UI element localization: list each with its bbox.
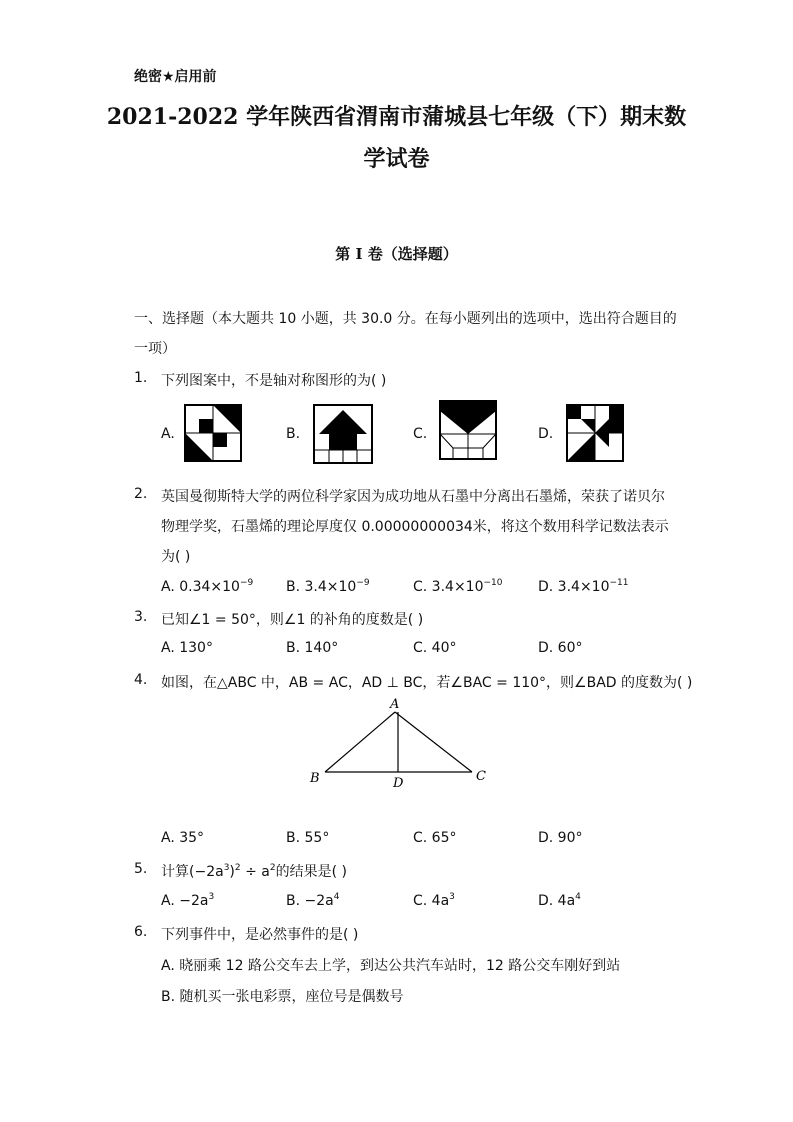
vertex-a-label: A (390, 697, 400, 712)
option-a: A. $-2a^3$ (161, 892, 215, 909)
question-number: 3. (134, 609, 148, 625)
vertex-c-label: C (476, 769, 486, 784)
option-a: A. $0.34\times 10^{-9}$ (161, 578, 254, 595)
option-b: B. 55° (286, 830, 330, 846)
option-d: D. $3.4\times 10^{-11}$ (538, 578, 629, 595)
option-label-d: D. (538, 426, 554, 442)
confidential-label: 绝密★启用前 (134, 69, 217, 85)
section-instructions-line2: 一项） (134, 341, 176, 357)
pattern-b-figure (313, 404, 373, 464)
volume-heading: 第 I 卷（选择题） (335, 245, 458, 263)
question-text-line2: 物理学奖，石墨烯的理论厚度仅 0.00000000034米，将这个数用科学记数法表示 (161, 519, 669, 535)
option-b: B. $-2a^4$ (286, 892, 340, 909)
page-title-line2: 学试卷 (363, 146, 430, 172)
option-label-c: C. (413, 426, 428, 442)
option-b: B. $3.4\times 10^{-9}$ (286, 578, 370, 595)
pattern-a-figure (184, 404, 242, 462)
option-c: C. $4a^3$ (413, 892, 455, 909)
option-c: C. 65° (413, 830, 457, 846)
question-text: 下列图案中，不是轴对称图形的为( ) (161, 373, 387, 389)
option-c: C. 40° (413, 640, 457, 656)
question-number: 5. (134, 861, 148, 877)
pattern-c-figure (439, 400, 497, 460)
option-b: B. 140° (286, 640, 339, 656)
triangle-figure (300, 694, 500, 794)
vertex-d-label: D (393, 776, 404, 791)
question-text-line1: 英国曼彻斯特大学的两位科学家因为成功地从石墨中分离出石墨烯，荣获了诺贝尔 (161, 489, 665, 505)
option-label-a: A. (161, 426, 175, 442)
option-a: A. 130° (161, 640, 213, 656)
option-c: C. $3.4\times 10^{-10}$ (413, 578, 503, 595)
question-text: 下列事件中，是必然事件的是( ) (161, 927, 359, 943)
vertex-b-label: B (310, 771, 320, 786)
question-number: 6. (134, 924, 148, 940)
option-b: B. 随机买一张电彩票，座位号是偶数号 (161, 989, 404, 1005)
option-d: D. 60° (538, 640, 583, 656)
question-text-line3: 为( ) (161, 549, 191, 565)
page-title-line1: 2021-2022 学年陕西省渭南市蒲城县七年级（下）期末数 (106, 104, 687, 130)
question-number: 1. (134, 370, 148, 386)
pattern-d-figure (566, 404, 624, 462)
question-number: 2. (134, 486, 148, 502)
question-text: 已知∠1 = 50°，则∠1 的补角的度数是( ) (161, 612, 424, 628)
option-d: D. 90° (538, 830, 583, 846)
option-a: A. 晓丽乘 12 路公交车去上学，到达公共汽车站时，12 路公交车刚好到站 (161, 958, 621, 974)
question-text: 计算$(-2a^3)^2 \div a^2$的结果是( ) (161, 863, 347, 880)
option-a: A. 35° (161, 830, 205, 846)
question-text: 如图，在△ABC 中，AB = AC，AD ⊥ BC，若∠BAC = 110°，则∠BAD 的度数为( ) (161, 675, 693, 691)
question-number: 4. (134, 672, 148, 688)
section-instructions-line1: 一、选择题（本大题共 10 小题，共 30.0 分。在每小题列出的选项中，选出符合题目的 (134, 311, 677, 327)
option-label-b: B. (286, 426, 301, 442)
option-d: D. $4a^4$ (538, 892, 581, 909)
